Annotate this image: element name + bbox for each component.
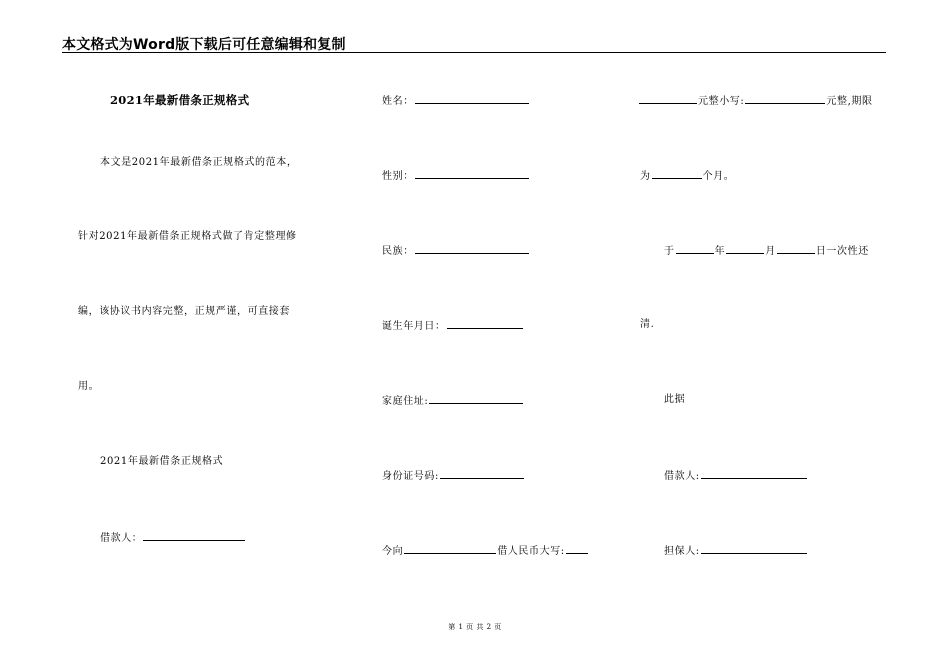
subtitle: 2021年最新借条正规格式 [100, 456, 224, 467]
page-header: 本文格式为Word版下载后可任意编辑和复制 [62, 37, 346, 53]
ethnicity-label: 民族： [382, 246, 414, 257]
intro-line-2: 针对2021年最新借条正规格式做了肯定整理修 [78, 231, 297, 242]
ethnicity-line [382, 243, 530, 259]
ethnicity-blank[interactable] [415, 243, 529, 254]
amount-uppercase-cont-blank[interactable] [639, 93, 697, 104]
month-blank[interactable] [726, 243, 764, 254]
borrow-rmb-label: 借人民币大写: [497, 546, 565, 557]
months-label: 个月。 [702, 171, 735, 182]
intro-line-4: 用。 [78, 381, 100, 392]
gender-label: 性别： [382, 171, 414, 182]
borrower-blank[interactable] [701, 468, 807, 479]
qing-text: 清. [640, 319, 655, 330]
page-number: 第 1 页 共 2 页 [448, 623, 502, 631]
yu-label: 于 [664, 246, 675, 257]
intro-line-1: 本文是2021年最新借条正规格式的范本， [100, 157, 298, 168]
borrow-line [382, 543, 589, 559]
ciju-text: 此据 [664, 394, 686, 405]
yuan-small-label: 元整小写: [698, 96, 745, 107]
lender-blank[interactable] [143, 530, 245, 541]
address-label: 家庭住址: [382, 396, 429, 407]
guarantor-line [664, 543, 808, 559]
birthdate-label: 诞生年月日： [382, 321, 446, 332]
today-label: 今向 [382, 546, 404, 557]
year-label: 年 [714, 246, 726, 257]
amount-line [638, 93, 873, 109]
months-blank[interactable] [652, 168, 702, 179]
lender-name-blank[interactable] [404, 543, 496, 554]
month-label: 月 [765, 246, 776, 257]
idnumber-line [382, 468, 525, 484]
amount-lowercase-blank[interactable] [745, 93, 825, 104]
document-title: 2021年最新借条正规格式 [110, 93, 250, 107]
repay-date-line [664, 243, 869, 259]
guarantor-label: 担保人: [664, 546, 700, 557]
idnumber-blank[interactable] [440, 468, 524, 479]
birthdate-blank[interactable] [447, 318, 523, 329]
amount-uppercase-blank[interactable] [566, 543, 588, 554]
gender-line [382, 168, 530, 184]
lender-label: 借款人： [100, 533, 143, 544]
year-blank[interactable] [676, 243, 714, 254]
yuan-period-label: 元整,期限 [826, 96, 873, 107]
name-label: 姓名： [382, 96, 414, 107]
header-rule [62, 52, 886, 53]
lender-line [100, 530, 246, 546]
guarantor-blank[interactable] [701, 543, 807, 554]
birthdate-line [382, 318, 524, 334]
gender-blank[interactable] [415, 168, 529, 179]
address-line [382, 393, 524, 409]
borrower-line [664, 468, 808, 484]
term-line [640, 168, 734, 184]
idnumber-label: 身份证号码: [382, 471, 439, 482]
name-blank[interactable] [415, 93, 529, 104]
wei-label: 为 [640, 171, 651, 182]
name-line [382, 93, 530, 109]
repay-label: 日一次性还 [815, 246, 869, 257]
day-blank[interactable] [777, 243, 815, 254]
intro-line-3: 编，该协议书内容完整，正规严谨，可直接套 [78, 306, 290, 317]
borrower-label: 借款人: [664, 471, 700, 482]
address-blank[interactable] [429, 393, 523, 404]
